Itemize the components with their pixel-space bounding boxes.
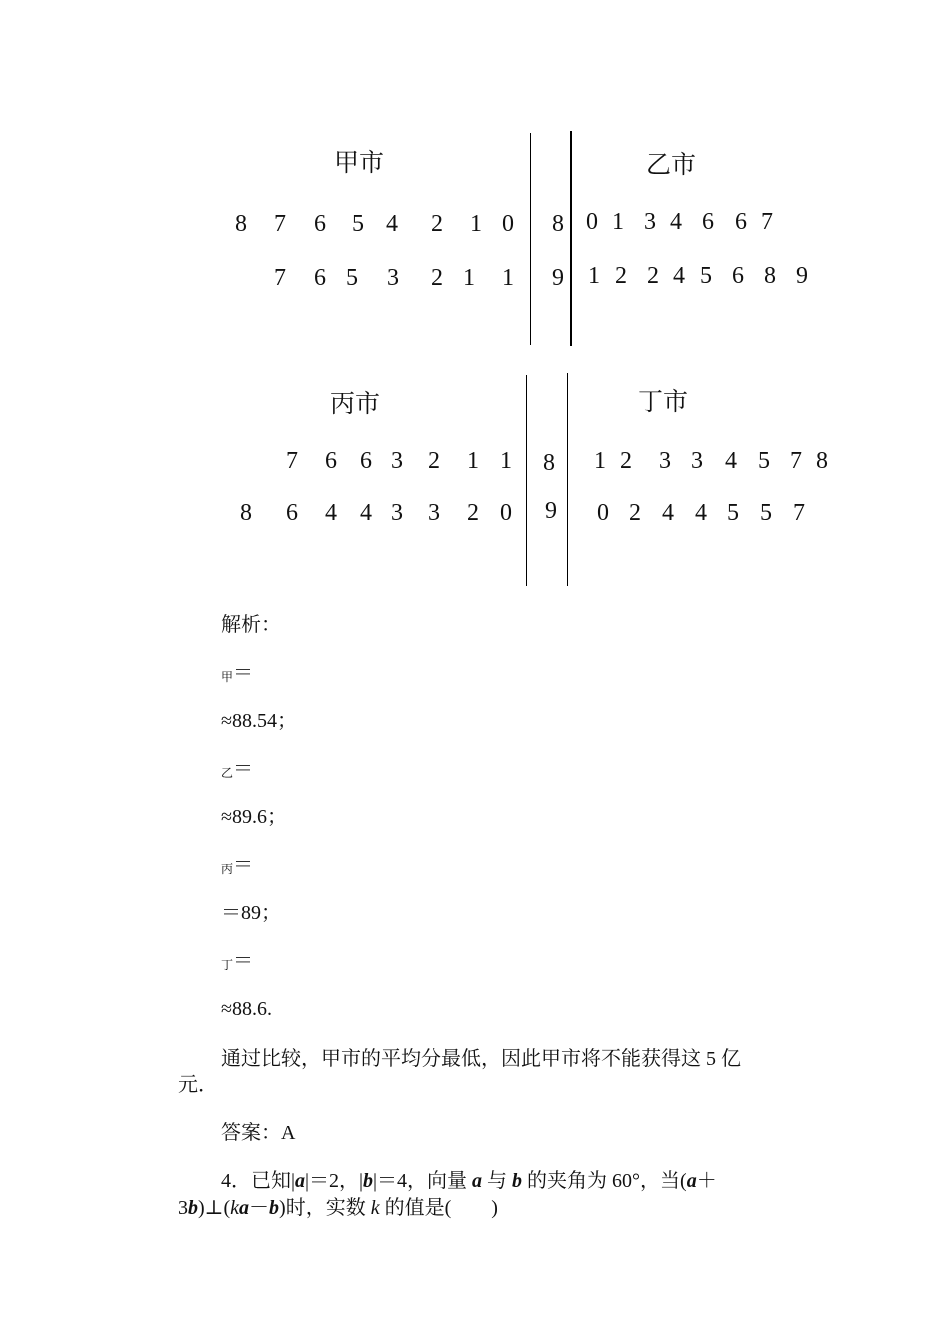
plot2-divider-right (567, 373, 568, 586)
plot1-left-title: 甲市 (334, 150, 385, 177)
variable-k: k (230, 1197, 240, 1219)
variable-k: k (370, 1197, 380, 1219)
leaf: 2 (428, 448, 440, 474)
leaf: 2 (467, 500, 479, 526)
leaf: 1 (463, 265, 475, 291)
mean-jia-value: ≈88.54； (221, 710, 297, 732)
leaf: 3 (391, 448, 403, 474)
leaf: 6 (325, 448, 337, 474)
leaf: 3 (691, 448, 703, 474)
stem: 8 (552, 211, 564, 237)
leaf: 1 (470, 211, 482, 237)
q4-text: 与 (482, 1170, 513, 1192)
leaf: 4 (662, 500, 674, 526)
subscript-label: 甲 (221, 670, 234, 684)
q4-text: )时，实数 (279, 1197, 371, 1219)
q4-text: ＋ (696, 1170, 717, 1192)
plot2-divider-left (526, 375, 527, 586)
leaf: 7 (761, 209, 773, 235)
plot1-divider-right (570, 131, 572, 346)
plot2-left-title: 丙市 (330, 391, 381, 418)
leaf: 2 (431, 211, 443, 237)
vector-b: b (188, 1197, 198, 1219)
leaf: 2 (629, 500, 641, 526)
stem: 9 (552, 265, 564, 291)
q4-text: 的值是( ) (379, 1197, 498, 1219)
leaf: 7 (286, 448, 298, 474)
leaf: 6 (702, 209, 714, 235)
leaf: 5 (727, 500, 739, 526)
leaf: 8 (240, 500, 252, 526)
leaf: 1 (500, 448, 512, 474)
mean-jia-line (221, 661, 253, 689)
leaf: 7 (274, 265, 286, 291)
leaf: 2 (647, 263, 659, 289)
leaf: 6 (735, 209, 747, 235)
leaf: 1 (467, 448, 479, 474)
leaf: 1 (502, 265, 514, 291)
leaf: 1 (588, 263, 600, 289)
subscript-label: 丙 (221, 862, 234, 876)
subscript-label: 丁 (221, 958, 234, 972)
leaf: 0 (597, 500, 609, 526)
leaf: 6 (286, 500, 298, 526)
stem: 8 (543, 450, 555, 476)
stem: 9 (545, 498, 557, 524)
leaf: 7 (274, 211, 286, 237)
leaf: 7 (790, 448, 802, 474)
leaf: 2 (620, 448, 632, 474)
vector-a: a (239, 1197, 250, 1219)
formula-text: ＝ (233, 758, 254, 780)
leaf: 2 (431, 265, 443, 291)
plot2-right-title: 丁市 (638, 389, 689, 416)
formula-text: ＝ (233, 662, 254, 684)
leaf: 4 (360, 500, 372, 526)
leaf: 8 (764, 263, 776, 289)
formula-text: ＝ (233, 950, 254, 972)
leaf: 0 (502, 211, 514, 237)
plot1-right-title: 乙市 (646, 152, 697, 179)
leaf: 5 (346, 265, 358, 291)
leaf: 8 (816, 448, 828, 474)
leaf: 4 (670, 209, 682, 235)
q4-text: |＝4，向量 (373, 1170, 473, 1192)
leaf: 4 (725, 448, 737, 474)
mean-ding-value: ≈88.6. (221, 998, 272, 1020)
leaf: 3 (387, 265, 399, 291)
q4-text: |＝2，| (305, 1170, 364, 1192)
vector-b: b (512, 1170, 523, 1192)
leaf: 4 (325, 500, 337, 526)
leaf: 6 (732, 263, 744, 289)
leaf: 3 (644, 209, 656, 235)
leaf: 0 (500, 500, 512, 526)
leaf: 5 (760, 500, 772, 526)
mean-bing-line (221, 853, 253, 881)
vector-b: b (363, 1170, 374, 1192)
q4-text: 3 (178, 1197, 188, 1219)
leaf: 4 (386, 211, 398, 237)
conclusion-line-1: 通过比较，甲市的平均分最低，因此甲市将不能获得这 5 亿 (221, 1048, 741, 1070)
mean-bing-value: ＝89； (221, 902, 281, 924)
leaf: 0 (586, 209, 598, 235)
leaf: 4 (695, 500, 707, 526)
leaf: 6 (360, 448, 372, 474)
leaf: 5 (352, 211, 364, 237)
answer: 答案：A (221, 1122, 296, 1144)
leaf: 8 (235, 211, 247, 237)
mean-ding-line (221, 949, 253, 977)
q4-text: )⊥( (198, 1197, 231, 1219)
leaf: 6 (314, 211, 326, 237)
leaf: 2 (615, 263, 627, 289)
mean-yi-line (221, 757, 253, 785)
leaf: 3 (428, 500, 440, 526)
leaf: 5 (700, 263, 712, 289)
leaf: 6 (314, 265, 326, 291)
vector-a: a (472, 1170, 483, 1192)
mean-yi-value: ≈89.6； (221, 806, 287, 828)
leaf: 3 (659, 448, 671, 474)
formula-text: ＝ (233, 854, 254, 876)
leaf: 4 (673, 263, 685, 289)
analysis-heading: 解析： (221, 614, 281, 636)
question-4-line-2 (178, 1196, 498, 1220)
vector-b: b (269, 1197, 280, 1219)
q4-text: － (249, 1197, 270, 1219)
q4-text: 的夹角为 60°，当( (522, 1170, 687, 1192)
vector-a: a (686, 1170, 697, 1192)
leaf: 5 (758, 448, 770, 474)
leaf: 3 (391, 500, 403, 526)
leaf: 7 (793, 500, 805, 526)
q4-text: 4．已知| (221, 1170, 296, 1192)
vector-a: a (295, 1170, 306, 1192)
leaf: 1 (612, 209, 624, 235)
leaf: 9 (796, 263, 808, 289)
plot1-divider-left (530, 133, 531, 345)
subscript-label: 乙 (221, 766, 234, 780)
question-4-line-1 (221, 1169, 717, 1193)
conclusion-line-2: 元． (178, 1074, 218, 1096)
leaf: 1 (594, 448, 606, 474)
